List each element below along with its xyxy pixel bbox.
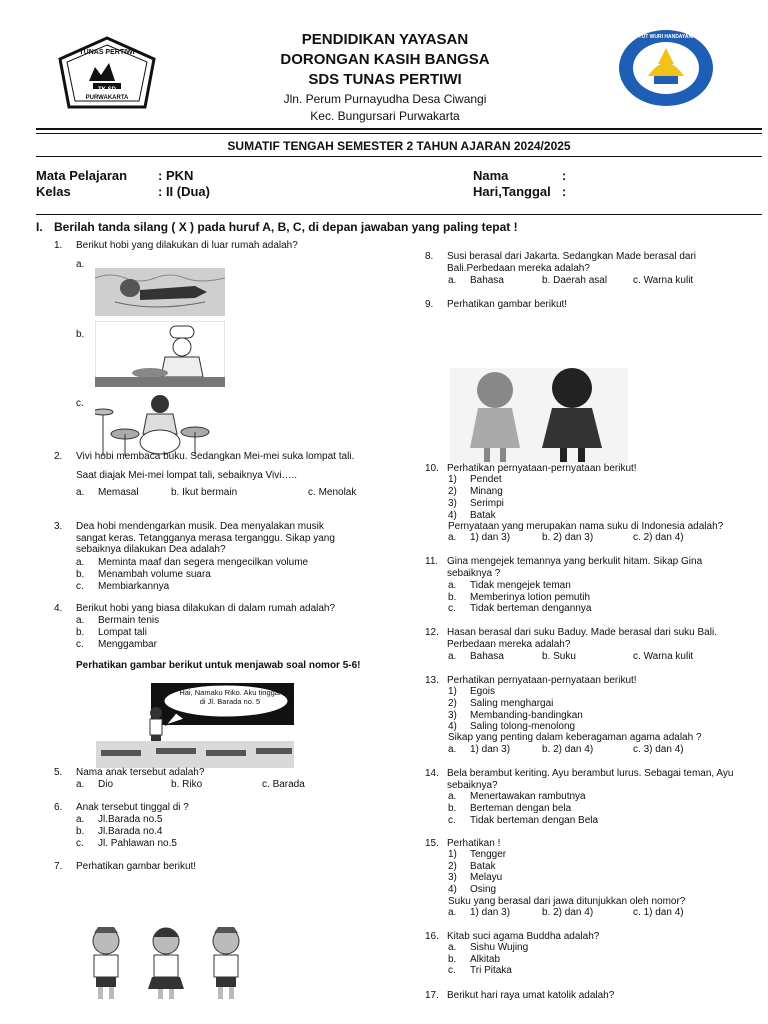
q6-a-text: Jl.Barada no.5 — [98, 814, 163, 825]
q2-option-a[interactable] — [76, 487, 139, 499]
school-logo — [57, 35, 157, 110]
q5-option-a[interactable] — [76, 779, 113, 791]
header-address1: Jln. Perum Purnayudha Desa Ciwangi — [283, 92, 487, 106]
q13-item-2-num: 2) — [448, 698, 457, 709]
q13-item-1 — [448, 686, 495, 698]
exam-title: SUMATIF TENGAH SEMESTER 2 TAHUN AJARAN 2024/2025 — [227, 139, 571, 153]
q8-a-text: Bahasa — [470, 275, 504, 286]
q14-number: 14. — [425, 768, 439, 779]
q15-item-4 — [448, 884, 496, 896]
q4-number: 4. — [54, 603, 63, 614]
q15-option-b[interactable] — [542, 907, 593, 919]
q12-b-text: Suku — [553, 651, 576, 662]
q15-c-text: 1) dan 4) — [643, 907, 684, 918]
q13-item-2-text: Saling menghargai — [470, 698, 554, 709]
q15-b-letter: b. — [542, 907, 551, 918]
q13-b-text: 2) dan 4) — [553, 744, 594, 755]
q16-c-letter: c. — [448, 965, 456, 976]
q4-option-a[interactable] — [76, 615, 159, 627]
q10-number: 10. — [425, 463, 439, 474]
q10-option-c[interactable] — [633, 532, 684, 544]
q8-option-b[interactable] — [542, 275, 607, 287]
q10-text-2: Pernyataan yang merupakan nama suku di Indonesia adalah? — [448, 521, 724, 532]
q16-option-b[interactable] — [448, 954, 500, 966]
q17-text: Berikut hari raya umat katolik adalah? — [447, 990, 615, 1001]
q10-c-text: 2) dan 4) — [643, 532, 684, 543]
q9-number: 9. — [425, 299, 434, 310]
q13-a-letter: a. — [448, 744, 457, 755]
header-rule-thin — [36, 133, 762, 134]
q16-option-c[interactable] — [448, 965, 512, 977]
q3-text: Dea hobi mendengarkan musik. Dea menyalakan musik sangat keras. Tetangganya merasa terganggu. Sikap yang sebaiknya dilakukan Dea adalah? — [76, 521, 335, 556]
q12-option-b[interactable] — [542, 651, 576, 663]
q4-option-c[interactable] — [76, 639, 157, 651]
q6-number: 6. — [54, 802, 63, 813]
q6-c-letter: c. — [76, 838, 84, 849]
q8-b-letter: b. — [542, 275, 551, 286]
q13-item-2 — [448, 698, 553, 710]
q5-b-letter: b. — [171, 779, 180, 790]
q5-b-text: Riko — [182, 779, 203, 790]
instruction-text: Berilah tanda silang ( X ) pada huruf A, B, C, di depan jawaban yang paling tepat ! — [54, 220, 518, 234]
q4-a-letter: a. — [76, 615, 85, 626]
q10-item-3-text: Serimpi — [470, 498, 504, 509]
q4-a-text: Bermain tenis — [98, 615, 160, 626]
q15-b-text: 2) dan 4) — [553, 907, 594, 918]
date-label: Hari,Tanggal — [473, 184, 551, 199]
q2-b-text: Ikut bermain — [182, 487, 238, 498]
q3-a-letter: a. — [76, 557, 85, 568]
q13-item-4 — [448, 721, 575, 733]
q15-item-1-num: 1) — [448, 849, 457, 860]
q12-c-text: Warna kulit — [643, 651, 694, 662]
q11-c-letter: c. — [448, 603, 456, 614]
title-rule — [36, 156, 762, 157]
q10-item-2 — [448, 486, 503, 498]
q2-b-letter: b. — [171, 487, 180, 498]
q11-text: Gina mengejek temannya yang berkulit hitam. Sikap Gina sebaiknya ? — [447, 556, 703, 579]
header-rule-thick — [36, 128, 762, 130]
q3-c-letter: c. — [76, 581, 84, 592]
q15-option-c[interactable] — [633, 907, 684, 919]
q1-number: 1. — [54, 240, 63, 251]
q11-option-a[interactable] — [448, 580, 571, 592]
date-value: : — [562, 184, 567, 199]
q2-c-text: Menolak — [318, 487, 357, 498]
q5-number: 5. — [54, 767, 63, 778]
q15-a-text: 1) dan 3) — [470, 907, 511, 918]
q15-option-a[interactable] — [448, 907, 510, 919]
q13-item-3-text: Membanding-bandingkan — [470, 710, 583, 721]
q16-a-letter: a. — [448, 942, 457, 953]
q13-option-b[interactable] — [542, 744, 593, 756]
q1-option-b-letter[interactable]: b. — [76, 329, 85, 340]
header-address2: Kec. Bungursari Purwakarta — [310, 109, 460, 123]
q3-option-c[interactable] — [76, 581, 169, 593]
q13-number: 13. — [425, 675, 439, 686]
q16-text: Kitab suci agama Buddha adalah? — [447, 931, 600, 942]
q2-a-text: Memasal — [98, 487, 139, 498]
q11-option-b[interactable] — [448, 592, 590, 604]
q4-option-b[interactable] — [76, 627, 147, 639]
q10-item-1 — [448, 474, 502, 486]
speech-bubble-text: Hai, Namaku Riko. Aku tinggal di Jl. Barada no. 5 — [179, 688, 281, 706]
q10-item-1-text: Pendet — [470, 474, 502, 485]
q2-text: Vivi hobi membaca buku. Sedangkan Mei-mei suka lompat tali. — [76, 451, 355, 462]
q13-option-a[interactable] — [448, 744, 510, 756]
q5-a-text: Dio — [98, 779, 114, 790]
q3-b-text: Menambah volume suara — [98, 569, 211, 580]
q15-item-1 — [448, 849, 506, 861]
q14-option-c[interactable] — [448, 815, 598, 827]
logo-top-text: TUNAS PERTIWI — [79, 49, 135, 56]
q11-option-c[interactable] — [448, 603, 591, 615]
q3-c-text: Membiarkannya — [98, 581, 170, 592]
q5-option-c[interactable] — [262, 779, 305, 791]
header-foundation: PENDIDIKAN YAYASAN — [301, 31, 469, 48]
q13-option-c[interactable] — [633, 744, 684, 756]
q16-b-text: Alkitab — [470, 954, 501, 965]
q15-text: Perhatikan ! — [447, 838, 501, 849]
q13-c-letter: c. — [633, 744, 641, 755]
subject-value: : PKN — [158, 168, 194, 183]
q15-c-letter: c. — [633, 907, 641, 918]
q6-b-text: Jl.Barada no.4 — [98, 826, 163, 837]
q3-option-b[interactable] — [76, 569, 211, 581]
q5-option-b[interactable] — [171, 779, 202, 791]
q8-c-text: Warna kulit — [643, 275, 694, 286]
q15-item-1-text: Tengger — [470, 849, 507, 860]
q10-item-4 — [448, 510, 496, 522]
q13-a-text: 1) dan 3) — [470, 744, 511, 755]
q1-text: Berikut hobi yang dilakukan di luar rumah adalah? — [76, 240, 298, 251]
q14-a-text: Menertawakan rambutnya — [470, 791, 586, 802]
q12-a-text: Bahasa — [470, 651, 504, 662]
q4-c-letter: c. — [76, 639, 84, 650]
q12-a-letter: a. — [448, 651, 457, 662]
q10-item-3 — [448, 498, 504, 510]
instruction-number: I. — [36, 220, 43, 234]
q10-b-text: 2) dan 3) — [553, 532, 594, 543]
q3-b-letter: b. — [76, 569, 85, 580]
q10-b-letter: b. — [542, 532, 551, 543]
q14-text: Bela berambut keriting. Ayu berambut lurus. Sebagai teman, Ayu sebaiknya? — [447, 768, 734, 791]
q13-item-1-text: Egois — [470, 686, 496, 697]
q10-option-b[interactable] — [542, 532, 593, 544]
q7-text: Perhatikan gambar berikut! — [76, 861, 197, 872]
q2-text-2: Saat diajak Mei-mei lompat tali, sebaiknya Vivi….. — [76, 470, 298, 481]
q15-item-2 — [448, 861, 496, 873]
q8-b-text: Daerah asal — [553, 275, 608, 286]
q14-option-a[interactable] — [448, 791, 586, 803]
q10-a-text: 1) dan 3) — [470, 532, 511, 543]
q13-item-3-num: 3) — [448, 710, 457, 721]
q1-option-a-letter[interactable]: a. — [76, 259, 85, 270]
q2-a-letter: a. — [76, 487, 85, 498]
q15-item-2-text: Batak — [470, 861, 496, 872]
q6-option-a[interactable] — [76, 814, 163, 826]
q9-text: Perhatikan gambar berikut! — [447, 299, 568, 310]
q6-b-letter: b. — [76, 826, 85, 837]
q10-item-3-num: 3) — [448, 498, 457, 509]
tut-wuri-logo — [618, 28, 714, 108]
q15-item-4-text: Osing — [470, 884, 497, 895]
q6-option-c[interactable] — [76, 838, 177, 850]
q2-option-b[interactable] — [171, 487, 237, 499]
q8-text: Susi berasal dari Jakarta. Sedangkan Made berasal dari Bali.Perbedaan mereka adalah? — [447, 251, 697, 274]
q3-a-text: Meminta maaf dan segera mengecilkan volume — [98, 557, 309, 568]
q14-c-letter: c. — [448, 815, 456, 826]
q8-c-letter: c. — [633, 275, 641, 286]
q10-text: Perhatikan pernyataan-pernyataan berikut! — [447, 463, 637, 474]
q13-item-4-num: 4) — [448, 721, 457, 732]
q6-text: Anak tersebut tinggal di ? — [76, 802, 189, 813]
q6-c-text: Jl. Pahlawan no.5 — [98, 838, 177, 849]
q8-option-c[interactable] — [633, 275, 693, 287]
q13-text-2: Sikap yang penting dalam keberagaman agama adalah ? — [448, 732, 702, 743]
q16-c-text: Tri Pitaka — [470, 965, 512, 976]
q15-item-3-num: 3) — [448, 872, 457, 883]
q13-item-3 — [448, 710, 583, 722]
q15-text-2: Suku yang berasal dari jawa ditunjukkan oleh nomor? — [448, 896, 686, 907]
q3-number: 3. — [54, 521, 63, 532]
q11-b-text: Memberinya lotion pemutih — [470, 592, 591, 603]
q5-text: Nama anak tersebut adalah? — [76, 767, 205, 778]
logo-bottom-text: PURWAKARTA — [85, 95, 129, 101]
q15-item-4-num: 4) — [448, 884, 457, 895]
q13-b-letter: b. — [542, 744, 551, 755]
q5-c-text: Barada — [272, 779, 305, 790]
q4-b-text: Lompat tali — [98, 627, 147, 638]
q15-item-3 — [448, 872, 502, 884]
header-org: DORONGAN KASIH BANGSA — [280, 51, 490, 68]
logo-motto: TUT WURI HANDAYANI — [638, 34, 694, 40]
class-value: : II (Dua) — [158, 184, 210, 199]
q6-option-b[interactable] — [76, 826, 163, 838]
q8-option-a[interactable] — [448, 275, 504, 287]
q2-option-c[interactable] — [308, 487, 356, 499]
q13-item-4-text: Saling tolong-menolong — [470, 721, 576, 732]
q8-number: 8. — [425, 251, 434, 262]
q3-option-a[interactable] — [76, 557, 308, 569]
q16-a-text: Sishu Wujing — [470, 942, 529, 953]
q12-option-c[interactable] — [633, 651, 693, 663]
q5-6-instruction: Perhatikan gambar berikut untuk menjawab soal nomor 5-6! — [76, 660, 361, 671]
q15-item-3-text: Melayu — [470, 872, 503, 883]
class-label: Kelas — [36, 184, 71, 199]
q12-b-letter: b. — [542, 651, 551, 662]
students-saluting-picture — [74, 923, 258, 1001]
q4-text: Berikut hobi yang biasa dilakukan di dalam rumah adalah? — [76, 603, 336, 614]
q10-item-2-text: Minang — [470, 486, 503, 497]
q4-b-letter: b. — [76, 627, 85, 638]
q11-a-text: Tidak mengejek teman — [470, 580, 571, 591]
q10-option-a[interactable] — [448, 532, 510, 544]
q11-a-letter: a. — [448, 580, 457, 591]
meta-rule — [36, 214, 762, 215]
q13-text: Perhatikan pernyataan-pernyataan berikut! — [447, 675, 637, 686]
q10-item-1-num: 1) — [448, 474, 457, 485]
q10-item-4-text: Batak — [470, 510, 496, 521]
q15-number: 15. — [425, 838, 439, 849]
q10-a-letter: a. — [448, 532, 457, 543]
name-label: Nama — [473, 168, 509, 183]
q16-option-a[interactable] — [448, 942, 528, 954]
two-girls-picture — [450, 368, 628, 464]
q12-number: 12. — [425, 627, 439, 638]
q14-option-b[interactable] — [448, 803, 571, 815]
q14-b-letter: b. — [448, 803, 457, 814]
q16-b-letter: b. — [448, 954, 457, 965]
q6-a-letter: a. — [76, 814, 85, 825]
q5-a-letter: a. — [76, 779, 85, 790]
cooking-picture — [95, 321, 225, 387]
header-school: SDS TUNAS PERTIWI — [308, 71, 462, 88]
swimming-picture — [95, 258, 225, 316]
q12-c-letter: c. — [633, 651, 641, 662]
q11-c-text: Tidak berteman dengannya — [470, 603, 592, 614]
q8-a-letter: a. — [448, 275, 457, 286]
q13-c-text: 3) dan 4) — [643, 744, 684, 755]
q11-b-letter: b. — [448, 592, 457, 603]
subject-label: Mata Pelajaran — [36, 168, 128, 183]
q15-a-letter: a. — [448, 907, 457, 918]
q1-option-c-letter[interactable]: c. — [76, 398, 84, 409]
drums-picture — [95, 392, 225, 456]
q7-number: 7. — [54, 861, 63, 872]
q2-number: 2. — [54, 451, 63, 462]
q14-b-text: Berteman dengan bela — [470, 803, 572, 814]
name-value: : — [562, 168, 567, 183]
q4-c-text: Menggambar — [98, 639, 157, 650]
q5-c-letter: c. — [262, 779, 270, 790]
logo-mid-text: TK SD — [98, 87, 116, 93]
q14-c-text: Tidak berteman dengan Bela — [470, 815, 599, 826]
q17-number: 17. — [425, 990, 439, 1001]
q14-a-letter: a. — [448, 791, 457, 802]
q11-number: 11. — [425, 556, 439, 567]
q16-number: 16. — [425, 931, 439, 942]
q15-item-2-num: 2) — [448, 861, 457, 872]
q12-option-a[interactable] — [448, 651, 504, 663]
q10-item-2-num: 2) — [448, 486, 457, 497]
q13-item-1-num: 1) — [448, 686, 457, 697]
q10-item-4-num: 4) — [448, 510, 457, 521]
q12-text: Hasan berasal dari suku Baduy. Made berasal dari suku Bali. Perbedaan mereka adalah? — [447, 627, 717, 650]
q2-c-letter: c. — [308, 487, 316, 498]
q10-c-letter: c. — [633, 532, 641, 543]
